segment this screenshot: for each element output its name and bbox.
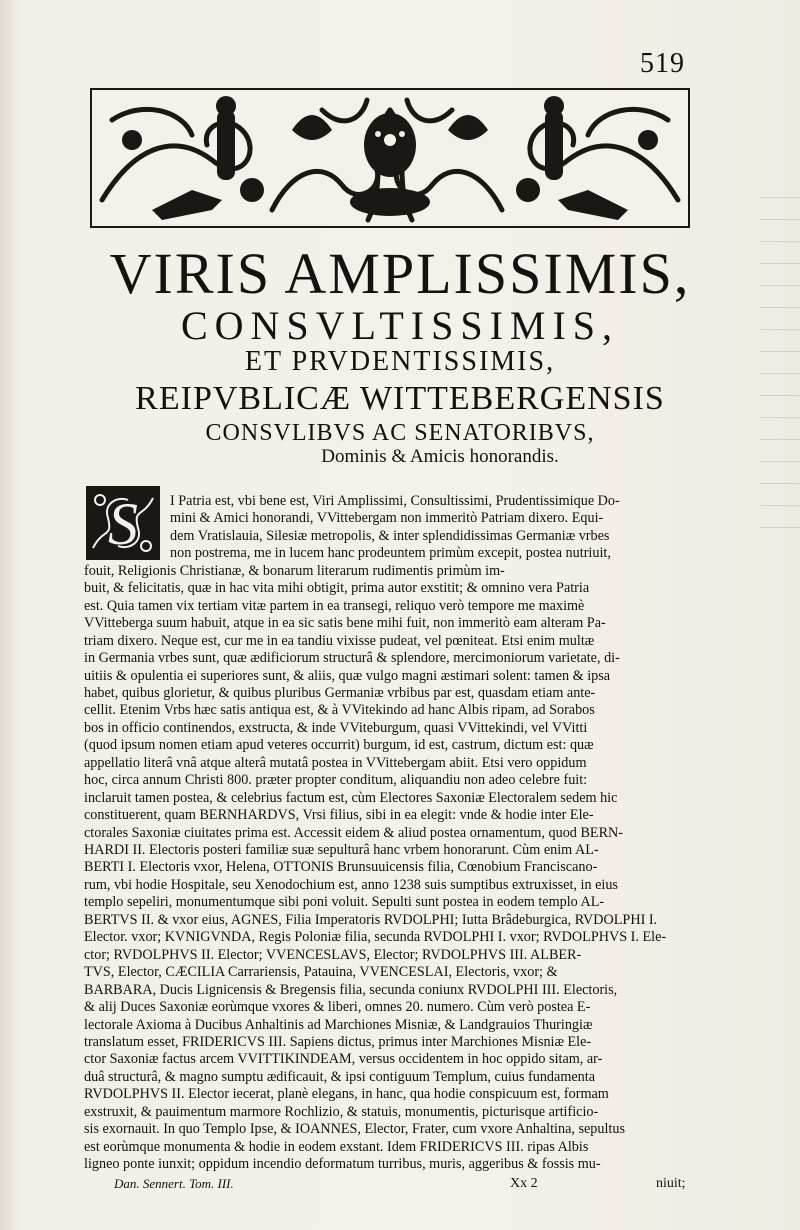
body-line: hoc, circa annum Christi 800. præter propter conditum, aliquandiu non adeo celebre fuit:	[84, 772, 588, 789]
body-line: BARBARA, Ducis Lignicensis & Bregensis filia, secunda coniunx RVDOLPHI III. Electoris,	[84, 981, 618, 998]
body-line: est. Quia tamen vix tertiam vitæ partem in ea transegi, reliquo verò tempore me maximè	[84, 597, 585, 614]
heading-line-3: ET PRVDENTISSIMIS,	[244, 346, 556, 377]
body-line: translatum esset, FRIDERICVS III. Sapiens dictus, primus inter Marchiones Misniæ Ele-	[84, 1033, 592, 1050]
body-line: fouit, Religionis Christianæ, & bonarum literarum rudimentis primùm im-	[84, 562, 505, 579]
body-line: duâ structurâ, & magno sumptu ædificauit, & ipsi contiguum Templum, cuius fundamenta	[84, 1068, 595, 1085]
body-line: BERTI I. Electoris vxor, Helena, OTTONIS Brunsuuicensis filia, Cœnobium Franciscano-	[84, 859, 598, 876]
heading-line-6: Dominis & Amicis honorandis.	[321, 446, 559, 467]
body-line: bos in officio continendos, exstructa, & inde VViteburgum, quasi VVittekindi, vel VVitti	[84, 719, 588, 736]
body-line: appellatio literâ vnâ atque alterâ mutatâ postea in VVittebergam abiit. Etsi vero oppidum	[84, 754, 587, 771]
body-line: sis exornauit. In quo Templo Ipse, & IOANNES, Elector, Frater, cum vxore Anhaltina, sepultus	[84, 1121, 625, 1138]
body-line: ctorales Saxoniæ ciuitates prima est. Accessit eidem & aliud postea ornamentum, quod BERN-	[84, 824, 624, 841]
body-line: ctor; RVDOLPHVS II. Elector; VVENCESLAVS, Elector; RVDOLPHVS III. ALBER-	[84, 946, 582, 963]
catchword: niuit;	[656, 1176, 686, 1191]
body-line: uitiis & opulentia ei superiores sunt, & aliis, quæ vulgo magni æstimari solent: tamen & ipsa	[84, 667, 611, 684]
body-line: TVS, Elector, CÆCILIA Carrariensis, Patauina, VVENCESLAI, Electoris, vxor; &	[84, 964, 558, 981]
body-line: BERTVS II. & vxor eius, AGNES, Filia Imperatoris RVDOLPHI; Iutta Brâdeburgica, RVDOLPHI I.	[84, 911, 658, 928]
body-line: rum, vbi hodie Hospitale, seu Xenodochium est, anno 1238 suis sumptibus extruxisset, in eius	[84, 876, 618, 893]
foliate-headpiece-icon	[90, 88, 690, 228]
body-line: VVitteberga suum habuit, atque in ea sic satis bene mihi fuit, non immeritò eam alteram Pa-	[84, 615, 606, 632]
body-line: & alij Duces Saxoniæ eorùmque vxores & liberi, omnes 20. numero. Cùm verò postea E-	[84, 999, 591, 1016]
body-line: est eorùmque monumenta & hodie in eodem exstant. Idem FRIDERICVS III. ripas Albis	[84, 1138, 589, 1155]
body-line: I Patria est, vbi bene est, Viri Amplissimi, Consultissimi, Prudentissimique Do-	[170, 493, 620, 509]
body-line: constituerent, quam BERNHARDVS, Vrsi filius, sibi in ea elegit: vnde & hodie inter Ele-	[84, 807, 594, 824]
body-line: lectorale Axioma à Ducibus Anhaltinis ad Marchiones Misniæ, & Landgrauios Thuringiæ	[84, 1016, 593, 1033]
body-line: triam dixero. Neque est, cur me in ea tandiu vixisse pudeat, vel pœniteat. Etsi enim multæ	[84, 632, 595, 649]
page-number: 519	[640, 48, 685, 79]
heading-line-5: CONSVLIBVS AC SENATORIBVS,	[205, 420, 595, 446]
body-line: RVDOLPHVS II. Elector iecerat, planè elegans, in hanc, qua hodie conspicuum est, formam	[84, 1086, 609, 1103]
body-line: (quod ipsum nomen etiam apud veteres occurrit) burgum, id est, castrum, dictum est: quæ	[84, 737, 594, 754]
body-line: templo sepeliri, monumentumque sibi poni voluit. Sepulti sunt postea in eodem templo AL-	[84, 894, 605, 911]
heading-line-2: CONSVLTISSIMIS,	[180, 303, 620, 348]
body-line: non postrema, me in lucem hanc prodeuntem primùm excepit, postea nutriuit,	[170, 545, 611, 562]
body-line: in Germania vrbes sunt, quæ ædificiorum structurâ & splendore, mercimoniorum varietate, di-	[84, 650, 620, 667]
body-line: exstruxit, & pauimentum marmore Rochlizio, & statuis, monumentis, picturisque artificio-	[84, 1103, 599, 1120]
body-line: dem Vratislauia, Silesiæ metropolis, & inter splendidissimas Germaniæ vrbes	[170, 527, 610, 544]
heading-line-1: VIRIS AMPLISSIMIS,	[109, 241, 691, 306]
body-line: HARDI II. Electoris posteri familiæ suæ sepulturâ hanc vrbem honorarunt. Cùm enim AL-	[84, 842, 599, 858]
initial-letter: S	[108, 491, 138, 557]
body-line: ctor Saxoniæ factus arcem VVITTIKINDEAM, versus occidentem in hoc oppido sitam, ar-	[84, 1051, 603, 1068]
body-line: habet, quibus glorietur, & quibus pluribus Germaniæ vrbibus par est, quasdam etiam ante-	[84, 684, 596, 701]
body-line: inclaruit tamen postea, & celebrius factum est, cùm Electores Saxoniæ Electoralem sedem hic	[84, 789, 618, 806]
body-line: ligneo ponte iunxit; oppidum incendio deformatum turribus, muris, aggeribus & fossis mu-	[84, 1156, 601, 1173]
body-line: buit, & felicitatis, quæ in hac vita mihi obtigit, prima autor exstitit; & omnino vera Patria	[84, 580, 590, 597]
heading-line-4: REIPVBLICÆ WITTEBERGENSIS	[135, 380, 665, 417]
footer-signature: Dan. Sennert. Tom. III.	[114, 1176, 234, 1191]
body-line: mini & Amici honorandi, VVittebergam non immeritò Patriam dixero. Equi-	[170, 510, 604, 527]
body-line: Elector. vxor; KVNIGVNDA, Regis Poloniæ filia, secunda RVDOLPHI I. vxor; RVDOLPHVS I. Ele-	[84, 929, 667, 946]
decorated-initial	[86, 486, 160, 560]
body-line: cellit. Etenim Vrbs hæc satis antiqua est, & à VVitekindo ad hanc Albis ripam, ad Sorabos	[84, 702, 595, 719]
sheet-signature-mark: Xx 2	[510, 1176, 538, 1191]
